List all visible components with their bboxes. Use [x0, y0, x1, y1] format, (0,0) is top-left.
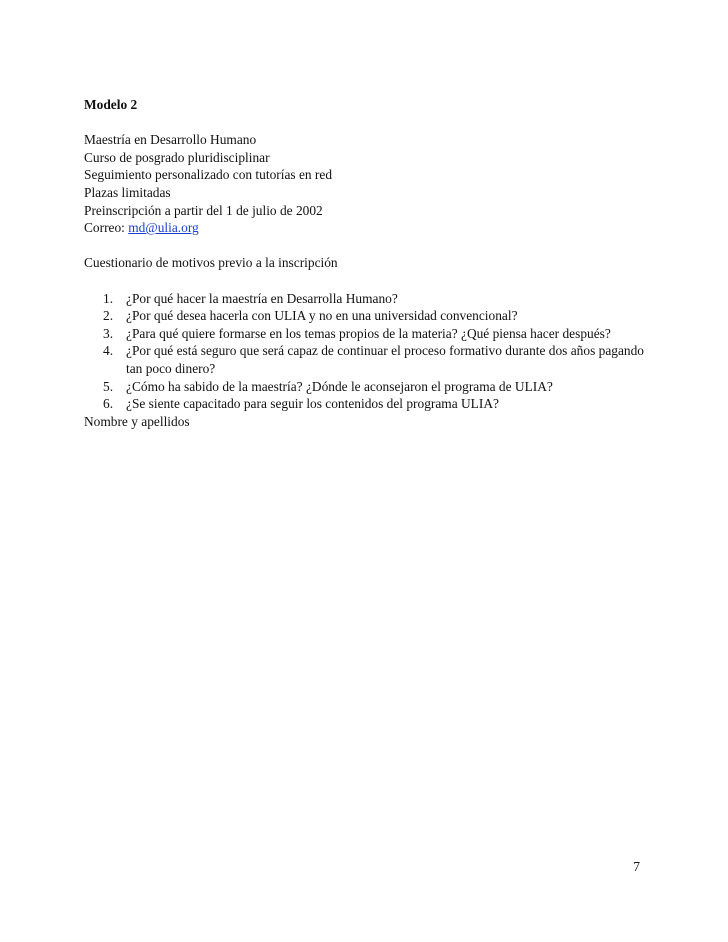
question-text: ¿Para qué quiere formarse en los temas propios de la materia? ¿Qué piensa hacer después?: [126, 325, 611, 341]
info-line-course: Curso de posgrado pluridisciplinar: [84, 149, 270, 165]
question-item: [84, 395, 644, 413]
questionnaire-section: [84, 254, 644, 272]
questions-block: [84, 290, 644, 431]
email-label: Correo:: [84, 220, 129, 236]
question-item: [84, 342, 644, 377]
question-text: ¿Por qué desea hacerla con ULIA y no en una universidad convencional?: [126, 308, 518, 324]
question-number: 2.: [103, 308, 114, 324]
question-item: [84, 290, 644, 308]
question-text: ¿Por qué hacer la maestría en Desarrolla Humano?: [126, 290, 398, 306]
question-text: ¿Por qué está seguro que será capaz de continuar el proceso formativo durante dos años pagando tan poco dinero?: [126, 343, 644, 376]
question-number: 3.: [103, 325, 114, 341]
question-list: [84, 290, 644, 413]
program-info: [84, 131, 644, 237]
info-line-program: Maestría en Desarrollo Humano: [84, 132, 257, 148]
question-number: 1.: [103, 290, 114, 306]
questionnaire-title: Cuestionario de motivos previo a la inscripción: [84, 255, 338, 271]
question-number: 5.: [103, 378, 114, 394]
email-line: [84, 219, 644, 237]
name-field-label: Nombre y apellidos: [84, 413, 190, 429]
question-item: [84, 325, 644, 343]
info-line-preregistration: Preinscripción a partir del 1 de julio de 2002: [84, 202, 323, 218]
email-link[interactable]: md@ulia.org: [128, 220, 199, 236]
page-title: Modelo 2: [84, 97, 138, 112]
page-content: [84, 96, 644, 430]
question-number: 6.: [103, 396, 114, 412]
question-item: [84, 307, 644, 325]
question-text: ¿Cómo ha sabido de la maestría? ¿Dónde le aconsejaron el programa de ULIA?: [126, 378, 553, 394]
info-line-places: Plazas limitadas: [84, 184, 171, 200]
question-text: ¿Se siente capacitado para seguir los contenidos del programa ULIA?: [126, 396, 499, 412]
info-line-tutoring: Seguimiento personalizado con tutorías en red: [84, 167, 333, 183]
question-number: 4.: [103, 343, 114, 359]
page-number: 7: [633, 859, 640, 874]
question-item: [84, 378, 644, 396]
